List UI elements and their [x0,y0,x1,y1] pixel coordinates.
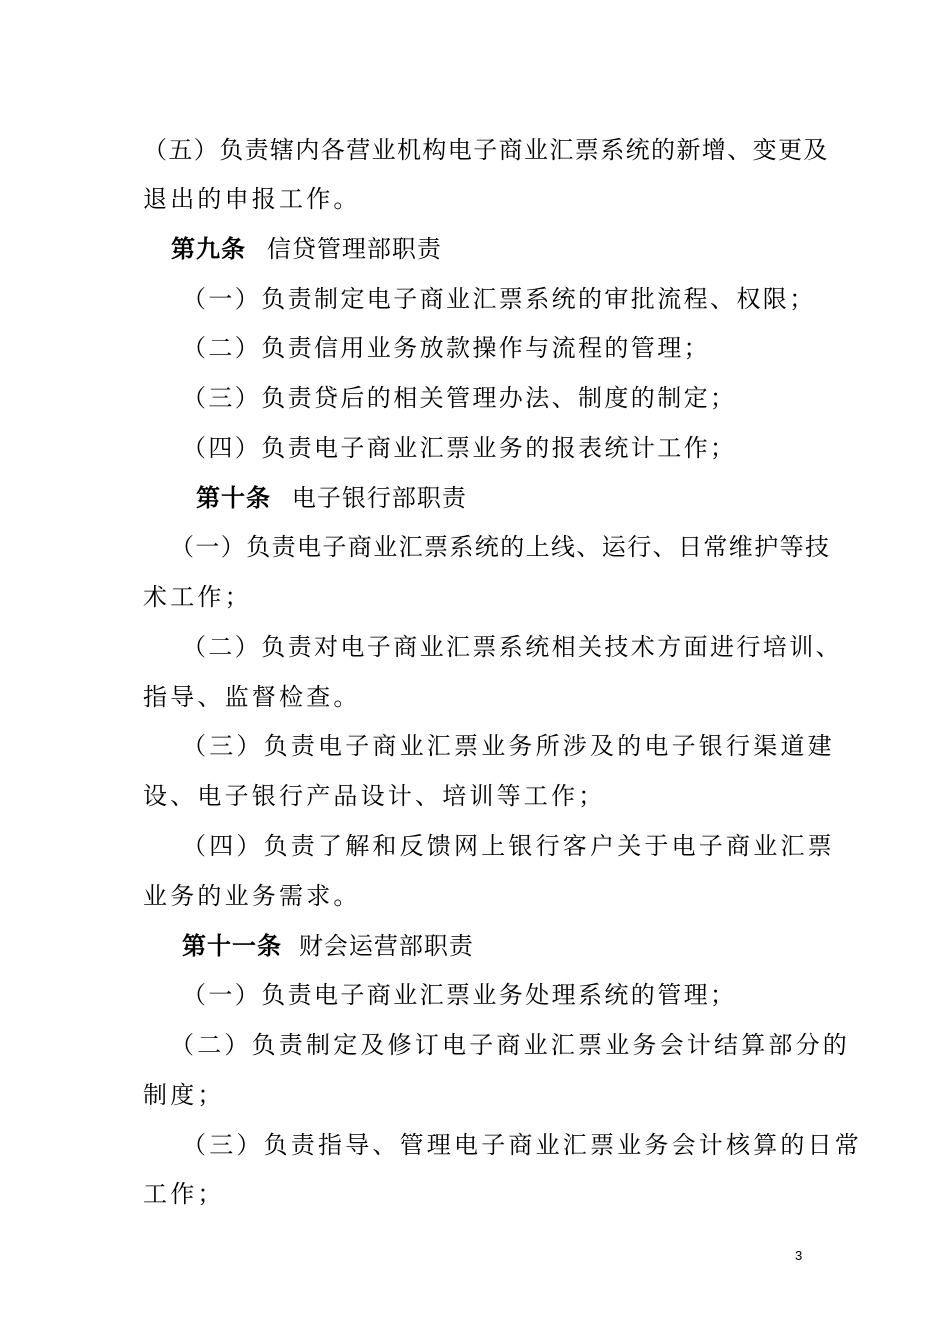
list-item: （二）负责制定及修订电子商业汇票业务会计结算部分的 [170,1031,850,1059]
paragraph-line: 指导、监督检查。 [143,683,361,711]
list-item: （四）负责了解和反馈网上银行客户关于电子商业汇票 [182,832,835,860]
article-title: 信贷管理部职责 [266,235,442,263]
paragraph-line: 业务的业务需求。 [143,882,361,910]
article-number: 第十一条 [182,931,282,960]
list-item: （二）负责信用业务放款操作与流程的管理； [182,334,710,362]
list-item: （三）负责电子商业汇票业务所涉及的电子银行渠道建 [182,732,835,760]
list-item: （一）负责电子商业汇票业务处理系统的管理； [182,981,737,1009]
list-item: （一）负责制定电子商业汇票系统的审批流程、权限； [182,285,816,313]
article-heading-11 [182,930,474,962]
paragraph-line: 退出的申报工作。 [143,185,361,213]
page-number: 3 [795,1248,803,1263]
article-number: 第十条 [196,483,271,512]
article-title: 财会运营部职责 [298,932,474,960]
article-title: 电子银行部职责 [291,484,467,512]
paragraph-line: 设、电子银行产品设计、培训等工作； [143,782,606,810]
list-item: （二）负责对电子商业汇票系统相关技术方面进行培训、 [182,633,842,661]
list-item: （三）负责指导、管理电子商业汇票业务会计核算的日常 [182,1131,862,1159]
list-item: （四）负责电子商业汇票业务的报表统计工作； [182,434,737,462]
paragraph-line: 术工作； [143,583,252,611]
paragraph-line: 工作； [143,1180,225,1208]
list-item: （一）负责电子商业汇票系统的上线、运行、日常维护等技 [170,533,831,561]
list-item: （三）负责贷后的相关管理办法、制度的制定； [182,384,737,412]
article-number: 第九条 [171,234,246,263]
article-heading-10 [196,482,467,514]
paragraph-line: 制度； [143,1081,225,1109]
paragraph-line: （五）负责辖内各营业机构电子商业汇票系统的新增、变更及 [143,136,829,164]
article-heading-9 [171,233,442,265]
